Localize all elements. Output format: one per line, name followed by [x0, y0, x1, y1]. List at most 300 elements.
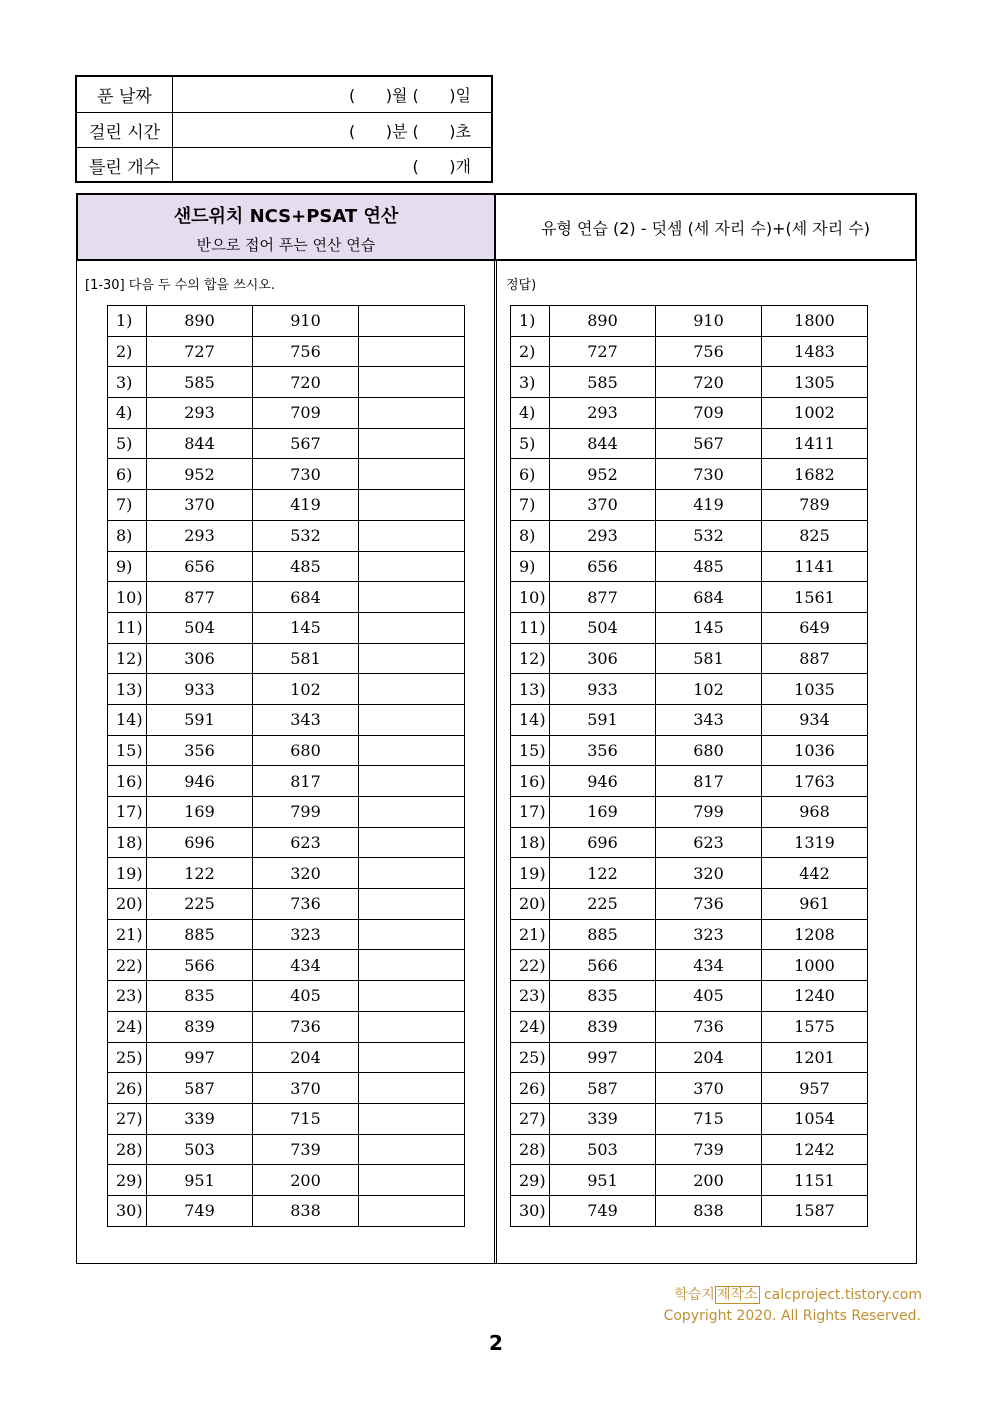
- problem-number: 28): [108, 1134, 147, 1165]
- first-operand: 885: [147, 919, 253, 950]
- first-operand: 339: [550, 1103, 656, 1134]
- sum-answer: 1682: [762, 459, 868, 490]
- fold-divider: [494, 261, 497, 1264]
- first-operand: 339: [147, 1103, 253, 1134]
- footer-brand: [674, 1284, 922, 1304]
- problem-row: [108, 1042, 465, 1073]
- first-operand: 696: [550, 827, 656, 858]
- problem-row: [108, 306, 465, 337]
- problem-number: 13): [108, 674, 147, 705]
- answer-row: [511, 858, 868, 889]
- answer-blank[interactable]: [359, 612, 465, 643]
- first-operand: 169: [550, 797, 656, 828]
- problem-number: 10): [108, 582, 147, 613]
- second-operand: 102: [656, 674, 762, 705]
- page-subtitle: 반으로 접어 푸는 연산 연습: [196, 236, 376, 254]
- answer-row: [511, 950, 868, 981]
- problem-number: 22): [511, 950, 550, 981]
- footer-brand-prefix: 학습지: [674, 1287, 715, 1303]
- second-operand: 684: [656, 582, 762, 613]
- answer-row: [511, 459, 868, 490]
- second-operand: 623: [253, 827, 359, 858]
- second-operand: 343: [253, 704, 359, 735]
- second-operand: 715: [656, 1103, 762, 1134]
- problem-number: 29): [108, 1165, 147, 1196]
- problem-number: 17): [108, 797, 147, 828]
- first-operand: 587: [550, 1073, 656, 1104]
- first-operand: 952: [550, 459, 656, 490]
- problem-number: 8): [108, 520, 147, 551]
- problem-row: [108, 981, 465, 1012]
- second-operand: 145: [253, 612, 359, 643]
- answer-row: [511, 981, 868, 1012]
- answer-blank[interactable]: [359, 797, 465, 828]
- problem-number: 18): [108, 827, 147, 858]
- answer-blank[interactable]: [359, 981, 465, 1012]
- first-operand: 293: [147, 398, 253, 429]
- sum-answer: 957: [762, 1073, 868, 1104]
- first-operand: 997: [550, 1042, 656, 1073]
- second-operand: 320: [253, 858, 359, 889]
- answer-row: [511, 1165, 868, 1196]
- second-operand: 419: [253, 490, 359, 521]
- answer-blank[interactable]: [359, 367, 465, 398]
- first-operand: 293: [550, 398, 656, 429]
- second-operand: 730: [656, 459, 762, 490]
- exercise-type: 유형 연습 (2) - 덧셈 (세 자리 수)+(세 자리 수): [496, 193, 917, 261]
- problem-number: 23): [511, 981, 550, 1012]
- problem-number: 9): [511, 551, 550, 582]
- problem-number: 4): [108, 398, 147, 429]
- problem-number: 23): [108, 981, 147, 1012]
- first-operand: 951: [147, 1165, 253, 1196]
- problem-number: 3): [108, 367, 147, 398]
- second-operand: 736: [656, 1011, 762, 1042]
- answer-row: [511, 612, 868, 643]
- answer-blank[interactable]: [359, 1134, 465, 1165]
- first-operand: 356: [550, 735, 656, 766]
- answer-blank[interactable]: [359, 1165, 465, 1196]
- problem-row: [108, 1195, 465, 1226]
- answer-row: [511, 336, 868, 367]
- answer-blank[interactable]: [359, 735, 465, 766]
- first-operand: 835: [147, 981, 253, 1012]
- instruction: [1-30] 다음 두 수의 합을 쓰시오.: [85, 278, 276, 293]
- problem-row: [108, 1011, 465, 1042]
- problem-number: 8): [511, 520, 550, 551]
- footer-brand-boxed: 제작소: [716, 1287, 758, 1303]
- second-operand: 720: [253, 367, 359, 398]
- problem-number: 10): [511, 582, 550, 613]
- problem-row: [108, 1073, 465, 1104]
- first-operand: 122: [147, 858, 253, 889]
- problem-row: [108, 889, 465, 920]
- answer-blank[interactable]: [359, 643, 465, 674]
- first-operand: 585: [147, 367, 253, 398]
- first-operand: 877: [550, 582, 656, 613]
- answer-blank[interactable]: [359, 398, 465, 429]
- problem-number: 21): [511, 919, 550, 950]
- problem-row: [108, 582, 465, 613]
- answer-blank[interactable]: [359, 858, 465, 889]
- sum-answer: 442: [762, 858, 868, 889]
- second-operand: 532: [253, 520, 359, 551]
- first-operand: 656: [550, 551, 656, 582]
- sum-answer: 1036: [762, 735, 868, 766]
- problem-number: 25): [108, 1042, 147, 1073]
- problem-number: 19): [511, 858, 550, 889]
- first-operand: 225: [550, 889, 656, 920]
- problem-number: 20): [108, 889, 147, 920]
- second-operand: 736: [656, 889, 762, 920]
- problem-row: [108, 398, 465, 429]
- first-operand: 587: [147, 1073, 253, 1104]
- problem-row: [108, 766, 465, 797]
- second-operand: 405: [656, 981, 762, 1012]
- first-operand: 727: [550, 336, 656, 367]
- answer-row: [511, 551, 868, 582]
- first-operand: 122: [550, 858, 656, 889]
- answer-table: [510, 305, 868, 1227]
- problem-number: 14): [511, 704, 550, 735]
- sum-answer: 1208: [762, 919, 868, 950]
- sum-answer: 1587: [762, 1195, 868, 1226]
- first-operand: 946: [147, 766, 253, 797]
- second-operand: 799: [656, 797, 762, 828]
- answer-row: [511, 827, 868, 858]
- problem-number: 26): [511, 1073, 550, 1104]
- second-operand: 817: [656, 766, 762, 797]
- info-table: [75, 75, 493, 183]
- answer-row: [511, 1073, 868, 1104]
- second-operand: 370: [656, 1073, 762, 1104]
- problem-row: [108, 336, 465, 367]
- problem-row: [108, 858, 465, 889]
- second-operand: 200: [656, 1165, 762, 1196]
- sum-answer: 1319: [762, 827, 868, 858]
- problem-number: 28): [511, 1134, 550, 1165]
- second-operand: 419: [656, 490, 762, 521]
- second-operand: 567: [656, 428, 762, 459]
- answer-row: [511, 428, 868, 459]
- answer-blank[interactable]: [359, 704, 465, 735]
- second-operand: 680: [656, 735, 762, 766]
- footer-copyright: Copyright 2020. All Rights Reserved.: [663, 1308, 921, 1324]
- problem-number: 5): [511, 428, 550, 459]
- problem-row: [108, 674, 465, 705]
- answer-row: [511, 919, 868, 950]
- second-operand: 756: [656, 336, 762, 367]
- problem-number: 3): [511, 367, 550, 398]
- sum-answer: 1483: [762, 336, 868, 367]
- info-row-wrong-count: [77, 147, 491, 182]
- answer-blank[interactable]: [359, 950, 465, 981]
- info-value[interactable]: ( )월 ( )일: [349, 86, 471, 105]
- second-operand: 145: [656, 612, 762, 643]
- problem-row: [108, 950, 465, 981]
- problem-number: 16): [511, 766, 550, 797]
- first-operand: 656: [147, 551, 253, 582]
- answer-row: [511, 1134, 868, 1165]
- answer-row: [511, 766, 868, 797]
- second-operand: 581: [253, 643, 359, 674]
- first-operand: 504: [147, 612, 253, 643]
- problem-row: [108, 919, 465, 950]
- first-operand: 877: [147, 582, 253, 613]
- problem-number: 9): [108, 551, 147, 582]
- first-operand: 946: [550, 766, 656, 797]
- answer-row: [511, 735, 868, 766]
- answer-blank[interactable]: [359, 674, 465, 705]
- first-operand: 591: [550, 704, 656, 735]
- second-operand: 709: [253, 398, 359, 429]
- second-operand: 910: [656, 306, 762, 337]
- answer-blank[interactable]: [359, 919, 465, 950]
- answer-row: [511, 797, 868, 828]
- sum-answer: 1561: [762, 582, 868, 613]
- problem-number: 13): [511, 674, 550, 705]
- answer-row: [511, 582, 868, 613]
- problem-number: 29): [511, 1165, 550, 1196]
- sum-answer: 649: [762, 612, 868, 643]
- problem-row: [108, 1103, 465, 1134]
- first-operand: 585: [550, 367, 656, 398]
- second-operand: 838: [253, 1195, 359, 1226]
- first-operand: 890: [550, 306, 656, 337]
- info-row-time: [77, 112, 491, 148]
- answer-row: [511, 1011, 868, 1042]
- first-operand: 844: [550, 428, 656, 459]
- answer-label: 정답): [506, 278, 537, 293]
- first-operand: 293: [147, 520, 253, 551]
- first-operand: 306: [550, 643, 656, 674]
- answer-blank[interactable]: [359, 582, 465, 613]
- first-operand: 951: [550, 1165, 656, 1196]
- second-operand: 715: [253, 1103, 359, 1134]
- answer-blank[interactable]: [359, 551, 465, 582]
- second-operand: 817: [253, 766, 359, 797]
- answer-row: [511, 398, 868, 429]
- answer-blank[interactable]: [359, 490, 465, 521]
- second-operand: 756: [253, 336, 359, 367]
- problem-row: [108, 428, 465, 459]
- problem-row: [108, 551, 465, 582]
- problem-row: [108, 612, 465, 643]
- problem-number: 25): [511, 1042, 550, 1073]
- first-operand: 591: [147, 704, 253, 735]
- second-operand: 730: [253, 459, 359, 490]
- answer-blank[interactable]: [359, 459, 465, 490]
- sum-answer: 1141: [762, 551, 868, 582]
- answer-row: [511, 1042, 868, 1073]
- problem-row: [108, 797, 465, 828]
- first-operand: 566: [147, 950, 253, 981]
- sum-answer: 1800: [762, 306, 868, 337]
- problem-table: [107, 305, 465, 1227]
- info-label: 푼 날짜: [77, 77, 173, 112]
- first-operand: 997: [147, 1042, 253, 1073]
- second-operand: 320: [656, 858, 762, 889]
- info-value[interactable]: ( )분 ( )초: [349, 122, 471, 141]
- second-operand: 684: [253, 582, 359, 613]
- sum-answer: 825: [762, 520, 868, 551]
- problem-number: 5): [108, 428, 147, 459]
- second-operand: 910: [253, 306, 359, 337]
- problem-row: [108, 735, 465, 766]
- problem-number: 20): [511, 889, 550, 920]
- first-operand: 696: [147, 827, 253, 858]
- first-operand: 727: [147, 336, 253, 367]
- sum-answer: 1240: [762, 981, 868, 1012]
- second-operand: 623: [656, 827, 762, 858]
- first-operand: 169: [147, 797, 253, 828]
- answer-blank[interactable]: [359, 766, 465, 797]
- problem-number: 15): [108, 735, 147, 766]
- second-operand: 736: [253, 889, 359, 920]
- second-operand: 709: [656, 398, 762, 429]
- answer-row: [511, 1195, 868, 1226]
- answer-blank[interactable]: [359, 1103, 465, 1134]
- first-operand: 933: [147, 674, 253, 705]
- problem-number: 11): [511, 612, 550, 643]
- second-operand: 680: [253, 735, 359, 766]
- problem-number: 2): [108, 336, 147, 367]
- first-operand: 749: [550, 1195, 656, 1226]
- problem-number: 4): [511, 398, 550, 429]
- problem-number: 27): [511, 1103, 550, 1134]
- second-operand: 405: [253, 981, 359, 1012]
- second-operand: 581: [656, 643, 762, 674]
- answer-blank[interactable]: [359, 520, 465, 551]
- answer-blank[interactable]: [359, 336, 465, 367]
- info-row-date: [77, 77, 491, 112]
- first-operand: 952: [147, 459, 253, 490]
- first-operand: 504: [550, 612, 656, 643]
- problem-number: 6): [108, 459, 147, 490]
- second-operand: 720: [656, 367, 762, 398]
- second-operand: 532: [656, 520, 762, 551]
- first-operand: 885: [550, 919, 656, 950]
- problem-number: 16): [108, 766, 147, 797]
- page-number: 2: [489, 1331, 503, 1355]
- answer-blank[interactable]: [359, 306, 465, 337]
- problem-row: [108, 704, 465, 735]
- second-operand: 739: [253, 1134, 359, 1165]
- second-operand: 799: [253, 797, 359, 828]
- sum-answer: 1201: [762, 1042, 868, 1073]
- first-operand: 839: [147, 1011, 253, 1042]
- answer-row: [511, 367, 868, 398]
- problem-number: 27): [108, 1103, 147, 1134]
- sum-answer: 1000: [762, 950, 868, 981]
- problem-number: 21): [108, 919, 147, 950]
- answer-blank[interactable]: [359, 1042, 465, 1073]
- sum-answer: 1002: [762, 398, 868, 429]
- info-value[interactable]: ( )개: [412, 156, 471, 176]
- answer-row: [511, 490, 868, 521]
- first-operand: 503: [147, 1134, 253, 1165]
- sum-answer: 1242: [762, 1134, 868, 1165]
- problem-number: 24): [108, 1011, 147, 1042]
- problem-number: 7): [511, 490, 550, 521]
- answer-blank[interactable]: [359, 1195, 465, 1226]
- problem-number: 19): [108, 858, 147, 889]
- second-operand: 323: [656, 919, 762, 950]
- second-operand: 567: [253, 428, 359, 459]
- problem-number: 30): [511, 1195, 550, 1226]
- answer-blank[interactable]: [359, 827, 465, 858]
- answer-row: [511, 643, 868, 674]
- info-label: 걸린 시간: [77, 113, 173, 148]
- sum-answer: 934: [762, 704, 868, 735]
- answer-row: [511, 674, 868, 705]
- first-operand: 356: [147, 735, 253, 766]
- first-operand: 370: [147, 490, 253, 521]
- first-operand: 503: [550, 1134, 656, 1165]
- footer-site[interactable]: calcproject.tistory.com: [759, 1287, 922, 1303]
- second-operand: 204: [253, 1042, 359, 1073]
- second-operand: 204: [656, 1042, 762, 1073]
- problem-number: 2): [511, 336, 550, 367]
- problem-number: 15): [511, 735, 550, 766]
- answer-row: [511, 1103, 868, 1134]
- answer-row: [511, 889, 868, 920]
- second-operand: 736: [253, 1011, 359, 1042]
- sum-answer: 789: [762, 490, 868, 521]
- problem-number: 12): [511, 643, 550, 674]
- first-operand: 835: [550, 981, 656, 1012]
- answer-blank[interactable]: [359, 1011, 465, 1042]
- info-label: 틀린 개수: [77, 148, 173, 182]
- sum-answer: 1151: [762, 1165, 868, 1196]
- problem-number: 14): [108, 704, 147, 735]
- answer-row: [511, 704, 868, 735]
- first-operand: 370: [550, 490, 656, 521]
- second-operand: 838: [656, 1195, 762, 1226]
- problem-number: 30): [108, 1195, 147, 1226]
- answer-blank[interactable]: [359, 889, 465, 920]
- sum-answer: 1305: [762, 367, 868, 398]
- second-operand: 434: [656, 950, 762, 981]
- problem-row: [108, 827, 465, 858]
- first-operand: 839: [550, 1011, 656, 1042]
- second-operand: 739: [656, 1134, 762, 1165]
- answer-blank[interactable]: [359, 1073, 465, 1104]
- title-box: [76, 193, 496, 261]
- answer-blank[interactable]: [359, 428, 465, 459]
- first-operand: 890: [147, 306, 253, 337]
- first-operand: 225: [147, 889, 253, 920]
- second-operand: 485: [253, 551, 359, 582]
- sum-answer: 1411: [762, 428, 868, 459]
- sum-answer: 1575: [762, 1011, 868, 1042]
- problem-row: [108, 490, 465, 521]
- problem-row: [108, 367, 465, 398]
- problem-row: [108, 643, 465, 674]
- first-operand: 306: [147, 643, 253, 674]
- problem-row: [108, 1134, 465, 1165]
- page-title: 샌드위치 NCS+PSAT 연산: [173, 206, 399, 227]
- problem-number: 1): [108, 306, 147, 337]
- sum-answer: 1054: [762, 1103, 868, 1134]
- first-operand: 749: [147, 1195, 253, 1226]
- problem-number: 12): [108, 643, 147, 674]
- first-operand: 566: [550, 950, 656, 981]
- second-operand: 200: [253, 1165, 359, 1196]
- sum-answer: 961: [762, 889, 868, 920]
- sum-answer: 1035: [762, 674, 868, 705]
- second-operand: 434: [253, 950, 359, 981]
